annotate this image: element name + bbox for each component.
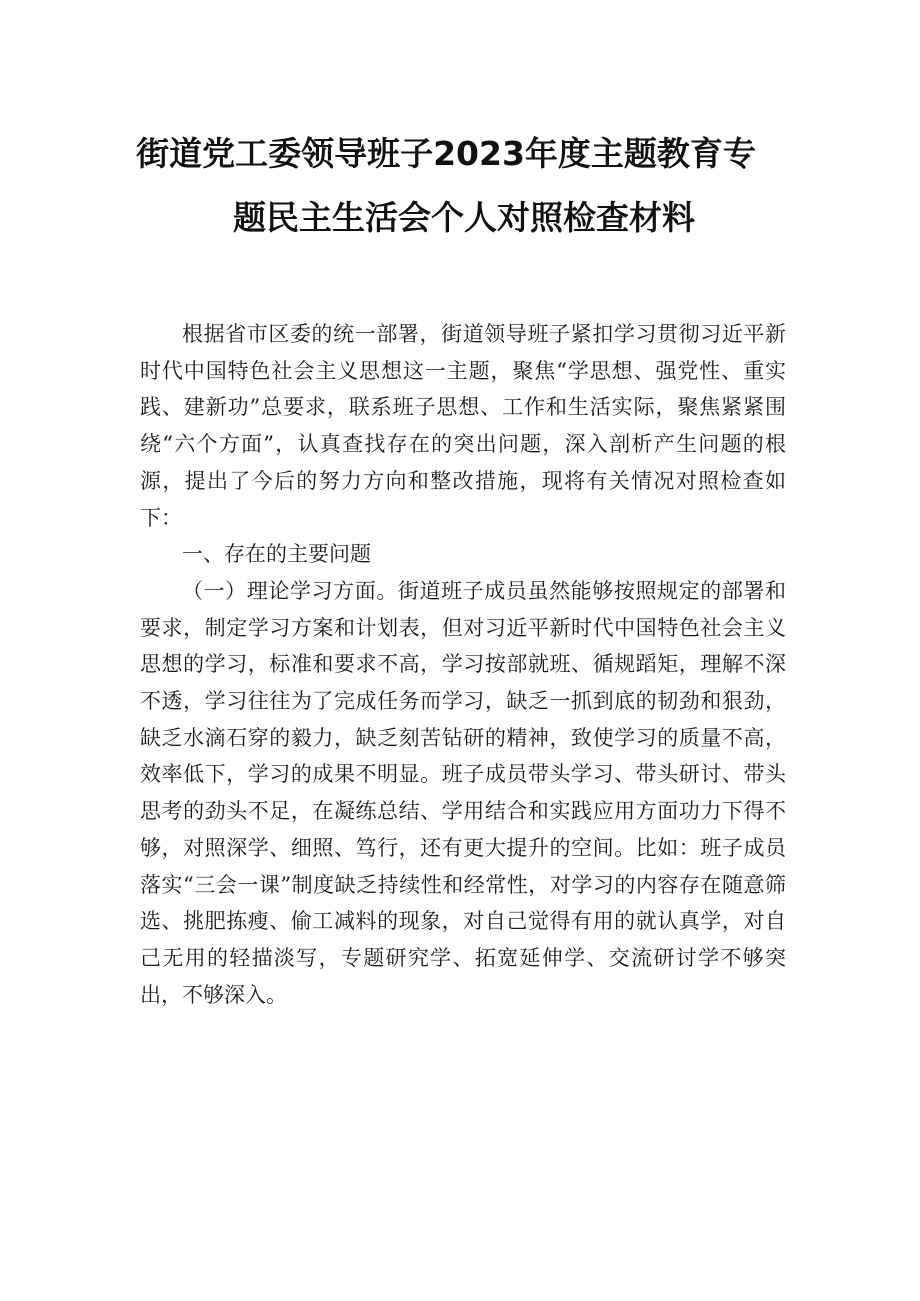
intro-paragraph: 根据省市区委的统一部署，街道领导班子紧扣学习贯彻习近平新时代中国特色社会主义思想这一主题，聚焦“学思想、强党性、重实践、建新功”总要求，联系班子思想、工作和生活实际，聚焦紧紧围绕“六个方面”，认真查找存在的突出问题，深入剖析产生问题的根源，提出了今后的努力方向和整改措施，现将有关情况对照检查如下： [140,322,786,530]
section-heading: 一、存在的主要问题 [182,542,371,567]
document-title-line-2: 题民主生活会个人对照检查材料 [233,198,695,237]
document-body [140,316,786,1013]
document-title-line-1: 街道党工委领导班子2023年度主题教育专 [136,134,756,173]
body-paragraph: （一）理论学习方面。街道班子成员虽然能够按照规定的部署和要求，制定学习方案和计划表，但对习近平新时代中国特色社会主义思想的学习，标准和要求不高，学习按部就班、循规蹈矩，理解不深不透，学习往往为了完成任务而学习，缺乏一抓到底的韧劲和狠劲，缺乏水滴石穿的毅力，缺乏刻苦钻研的精神，致使学习的质量不高，效率低下，学习的成果不明显。班子成员带头学习、带头研讨、带头思考的劲头不足，在凝练总结、学用结合和实践应用方面功力下得不够，对照深学、细照、笃行，还有更大提升的空间。比如：班子成员落实“三会一课”制度缺乏持续性和经常性，对学习的内容存在随意筛选、挑肥拣瘦、偷工减料的现象，对自己觉得有用的就认真学，对自己无用的轻描淡写，专题研究学、拓宽延伸学、交流研讨学不够突出，不够深入。 [140,578,786,1007]
